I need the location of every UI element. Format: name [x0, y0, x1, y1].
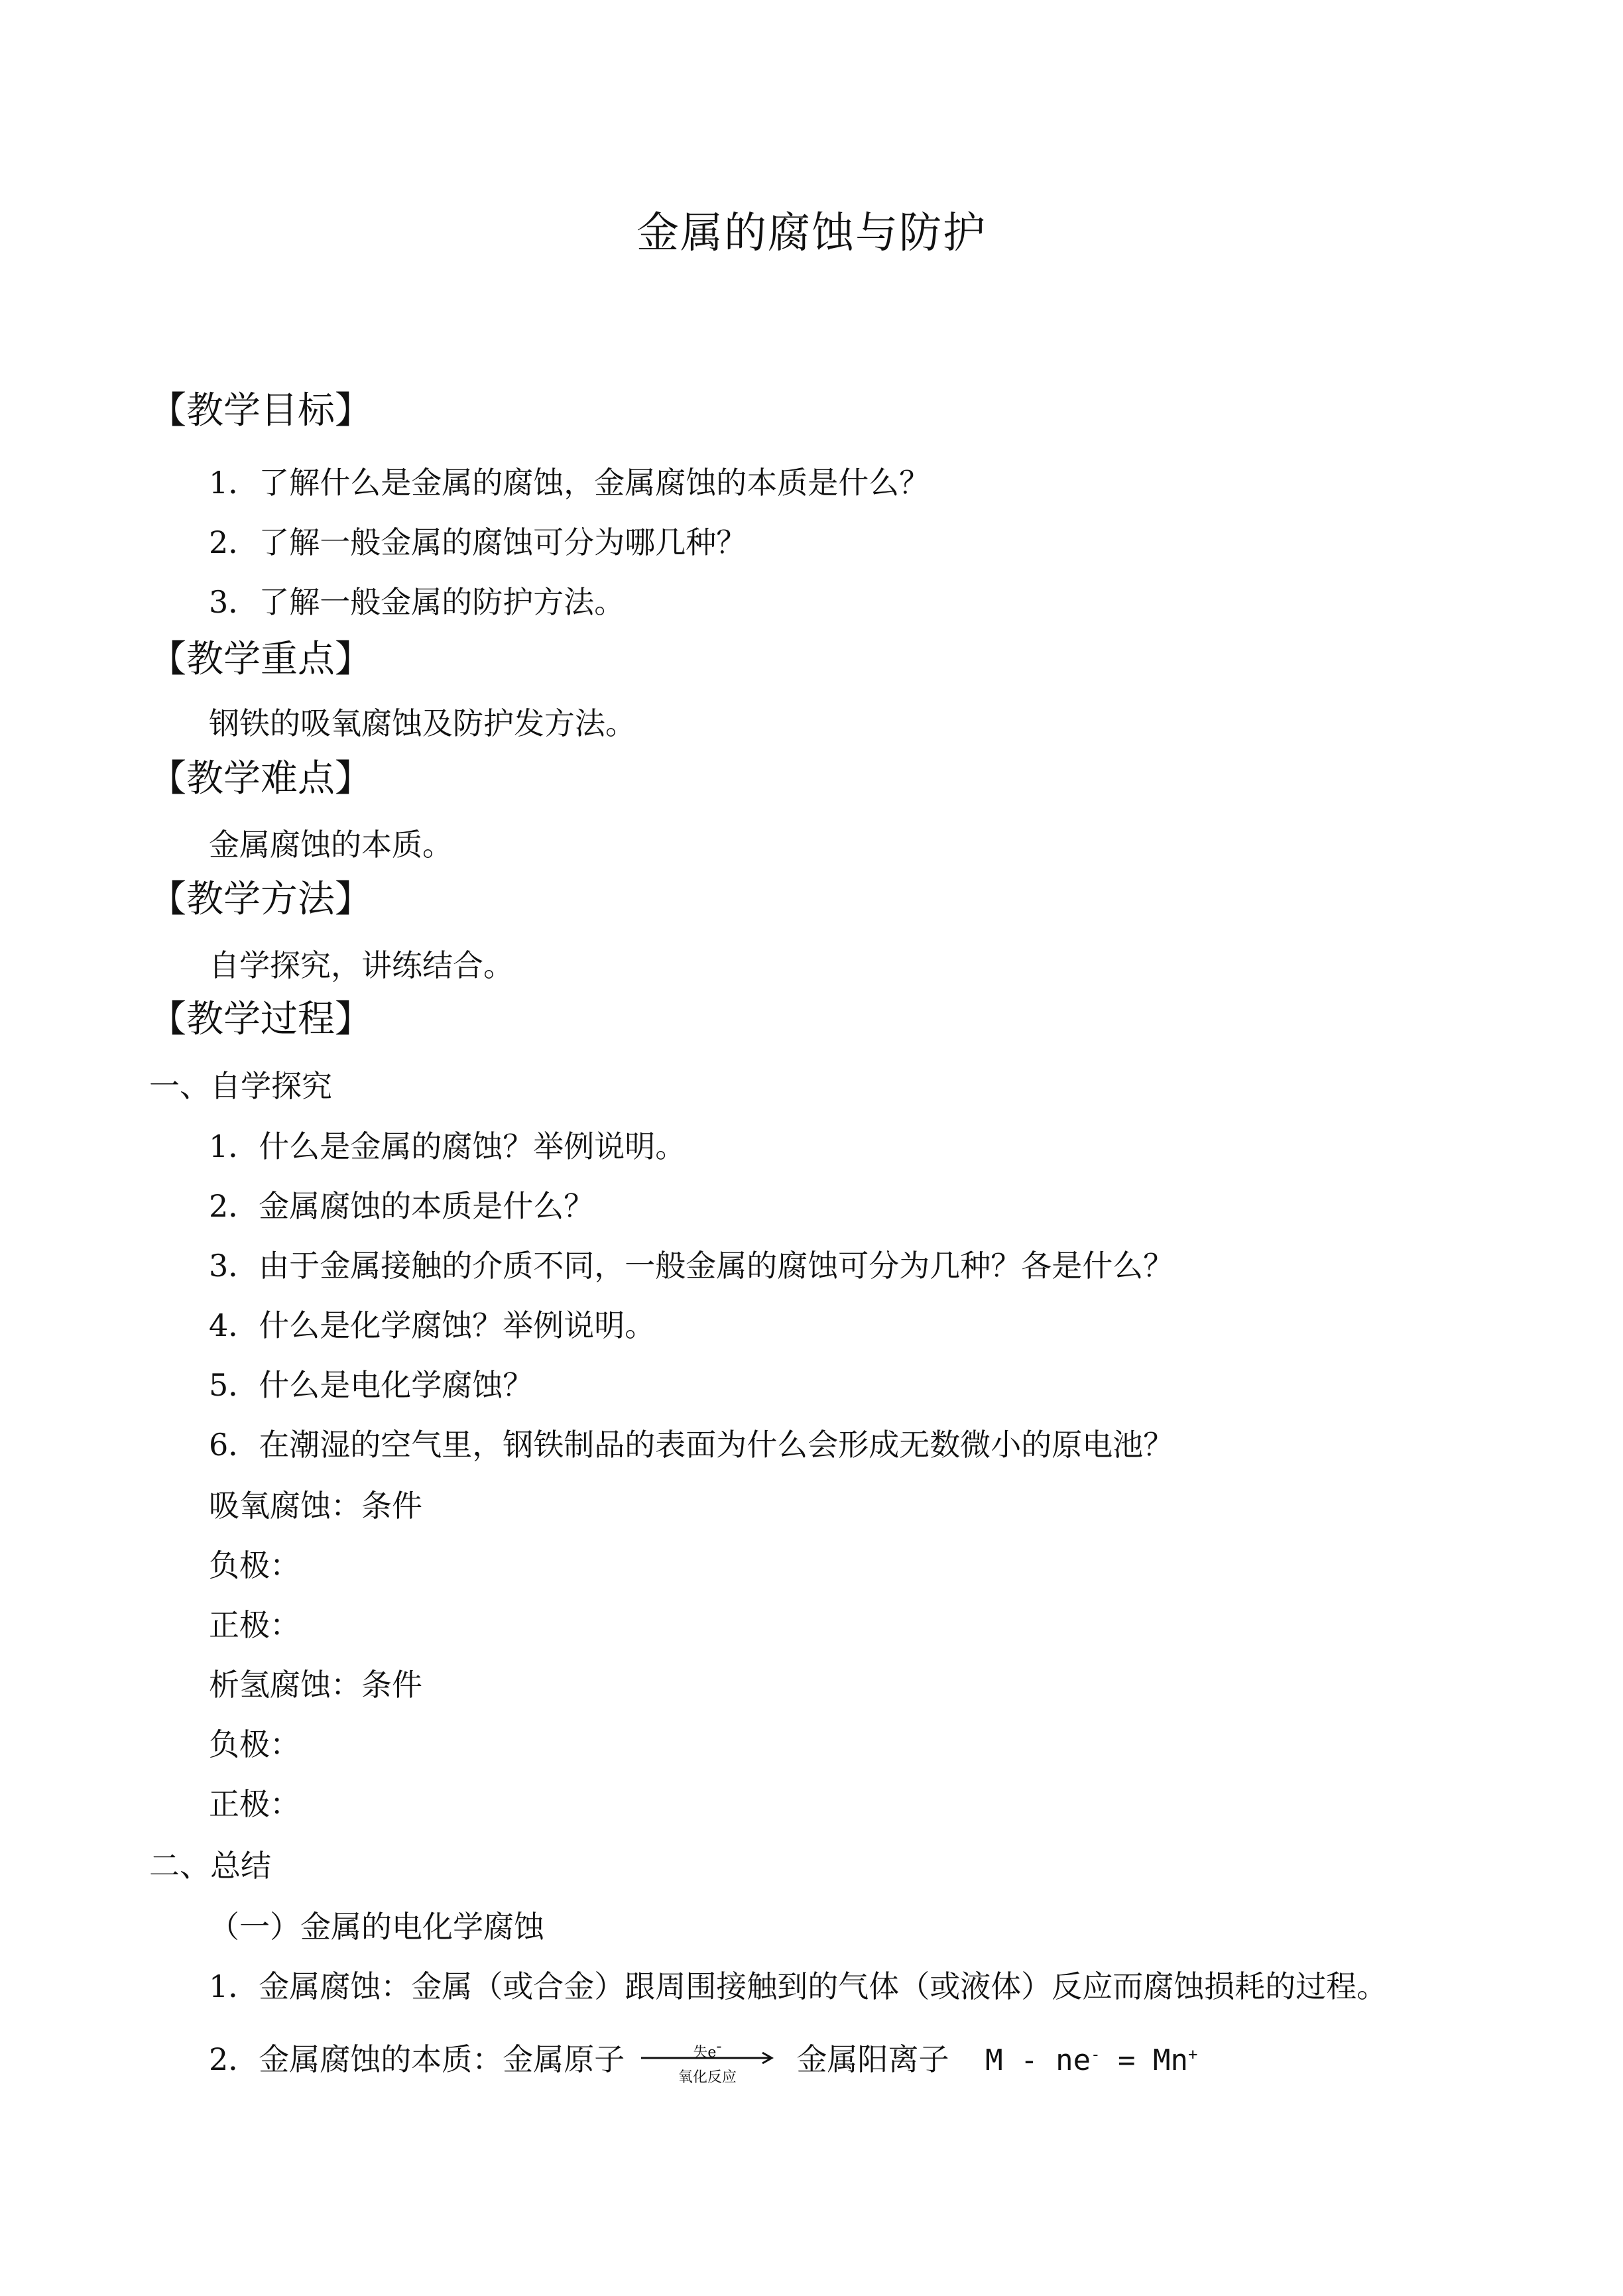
h2-negative-electrode: 负极：	[209, 1726, 300, 1762]
difficulty-heading: 【教学难点】	[149, 757, 372, 800]
arrow-bottom-label: 氧化反应	[678, 2069, 737, 2086]
question-item: 4．什么是化学腐蚀？举例说明。	[209, 1307, 656, 1343]
summary-item-essence	[209, 2035, 1198, 2086]
reaction-arrow	[641, 2037, 780, 2086]
right-arrow-icon	[641, 2051, 780, 2065]
summary-item: 1．金属腐蚀：金属（或合金）跟周围接触到的气体（或液体）反应而腐蚀损耗的过程。	[209, 1968, 1388, 2004]
summary2-prefix: 2．金属腐蚀的本质：金属原子	[209, 2041, 625, 2077]
o2-positive-electrode: 正极：	[209, 1607, 300, 1643]
part2-heading: 二、总结	[149, 1848, 271, 1884]
o2-negative-electrode: 负极：	[209, 1547, 300, 1583]
question-item: 5．什么是电化学腐蚀？	[209, 1367, 534, 1403]
goal-item: 1．了解什么是金属的腐蚀，金属腐蚀的本质是什么？	[209, 465, 930, 501]
h2-corrosion-condition: 析氢腐蚀：条件	[209, 1667, 422, 1703]
o2-corrosion-condition: 吸氧腐蚀：条件	[209, 1488, 422, 1524]
goals-heading: 【教学目标】	[149, 389, 372, 432]
question-item: 3．由于金属接触的介质不同，一般金属的腐蚀可分为几种？各是什么？	[209, 1248, 1174, 1284]
part2-subheading: （一）金属的电化学腐蚀	[209, 1909, 544, 1945]
summary2-suffix: 金属阳离子	[796, 2041, 949, 2077]
key-text: 钢铁的吸氧腐蚀及防护发方法。	[209, 705, 636, 741]
question-item: 2．金属腐蚀的本质是什么？	[209, 1188, 595, 1224]
difficulty-text: 金属腐蚀的本质。	[209, 827, 453, 863]
question-item: 1．什么是金属的腐蚀？举例说明。	[209, 1128, 686, 1164]
question-item: 6．在潮湿的空气里，钢铁制品的表面为什么会形成无数微小的原电池？	[209, 1427, 1174, 1463]
method-heading: 【教学方法】	[149, 878, 372, 921]
goal-item: 2．了解一般金属的腐蚀可分为哪几种？	[209, 524, 747, 560]
key-heading: 【教学重点】	[149, 638, 372, 681]
page-title: 金属的腐蚀与防护	[636, 209, 987, 258]
method-text: 自学探究，讲练结合。	[209, 947, 514, 983]
h2-positive-electrode: 正极：	[209, 1786, 300, 1822]
process-heading: 【教学过程】	[149, 998, 372, 1041]
oxidation-equation: M - ne- = Mn+	[985, 2043, 1198, 2077]
part1-heading: 一、自学探究	[149, 1068, 332, 1104]
arrow-top-label: 失e-	[693, 2037, 722, 2061]
goal-item: 3．了解一般金属的防护方法。	[209, 584, 625, 620]
